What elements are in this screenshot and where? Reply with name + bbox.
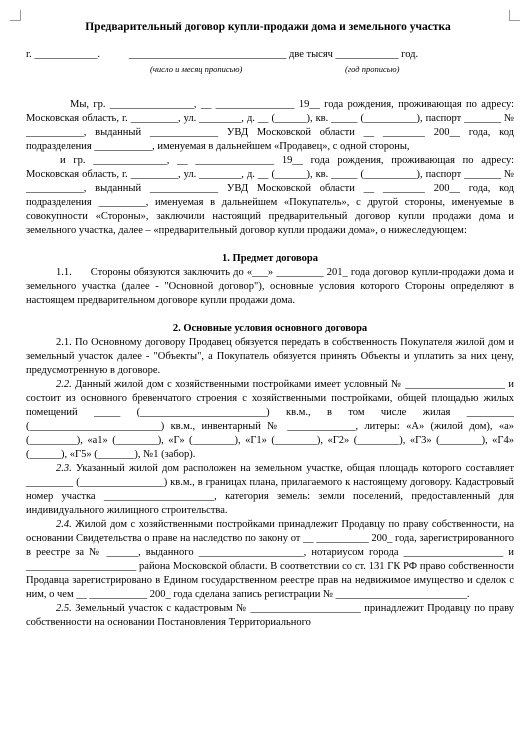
clause-text: Указанный жилой дом расположен на земельном участке, общая площадь которого составляет _________ (________________) кв.м., в границах плана, прилагаемого к настоящему договору. Кадастровый номер участка _____________________, категория земель: земли поселений, предоставленный для индивидуального жилищного строительства.: [26, 463, 514, 516]
clause-2-3: [26, 462, 514, 518]
parties-paragraph-buyer: и гр. ______________, __ _______________ 19__ года рождения, проживающая по адресу: Московская область, г. _________, ул. ________, д. __ (______), кв. _____ (__________), паспорт _______ № ___________, выданный _____________ УВД Московской области __ ________ 200__ года, код подразделения _________, именуемая в дальнейшем «Покупатель», с другой стороны, именуемые в совокупности «Стороны», заключили настоящий предварительный договор купли продажи дома и земельного участка, далее – «предварительный договор купли продажи дома», о нижеследующем:: [26, 155, 514, 236]
clause-number: 2.4.: [56, 519, 72, 530]
document-title: Предварительный договор купли-продажи дома и земельного участка: [85, 21, 451, 33]
clause-2-2: [26, 378, 514, 462]
clause-2-5: [26, 602, 514, 630]
clause-1-1: 1.1. Стороны обязуются заключить до «___» _________ 201_ года договор купли-продажи дома и земельного участка (далее - "Основной договор"), основные условия которого Стороны определяют в настоящем предварительном договоре купли продажи дома.: [26, 267, 517, 306]
parties-paragraph-seller: Мы, гр. ________________, __ _______________ 19__ года рождения, проживающая по адресу: Московская область, г. _________, ул. ________, д. __ (______), кв. _____ (__________), паспорт _______ № ___________, выданный _____________ УВД Московской области __ ________ 200__ года, код подразделения ___________, именуемая в дальнейшем «Продавец», с одной стороны,: [26, 99, 514, 152]
clause-2-1: 2.1. По Основному договору Продавец обязуется передать в собственность Покупателя жилой дом и земельный участок далее - "Объекты", а Покупатель обязуется принять Объекты и уплатить за них цену, предусмотренную в договоре.: [26, 337, 514, 376]
clause-number: 2.3.: [56, 463, 72, 474]
section-2-heading: 2. Основные условия основного договора: [172, 323, 368, 334]
clause-text: Земельный участок с кадастровым № _____________________ принадлежит Продавцу по праву собственности на основании Постановления Территориального: [26, 603, 514, 628]
document-body: [26, 98, 517, 630]
clause-text: Жилой дом с хозяйственными постройками принадлежит Продавцу по праву собственности, на основании Свидетельства о праве на наследство по закону от __ __________ 200_ года, зарегистрированного в реестре за № ______, выданного ____________________, нотариусом города ___________________ и _____________________ района Московской области. В соответствии со ст. 131 ГК РФ право собственности Продавца зарегистрировано в Едином государственном реестре прав на недвижимое имущество и сделок с ним, о чем __ ___________ 200_ года сделана запись регистрации № _________________________.: [26, 519, 514, 600]
page-corner-mark: [10, 10, 21, 21]
date-line: г. ____________. ______________________________ две тысяч ____________ год.: [26, 49, 419, 60]
section-1-heading: 1. Предмет договора: [222, 253, 318, 264]
clause-number: 2.5.: [56, 603, 72, 614]
year-hint: (год прописью): [345, 64, 400, 74]
clause-2-4: [26, 518, 514, 602]
clause-text: Данный жилой дом с хозяйственными постройками имеет условный № ___________________ и состоит из основного бревенчатого строения с хозяйственными постройками, общей площадью жилых помещений _____ (________________________) кв.м., в том числе жилая _________ (_________________________) кв.м., инвентарный № _____________, литеры: «А» (жилой дом), «а» (_________), «а1» (________), «Г» (________), «Г1» (________), «Г2» (________), «Г3» (________), «Г4» (______), «Г5» (_______), №1 (забор).: [26, 379, 514, 460]
clause-number: 2.2.: [56, 379, 72, 390]
date-hint: (число и месяц прописью): [150, 64, 243, 74]
